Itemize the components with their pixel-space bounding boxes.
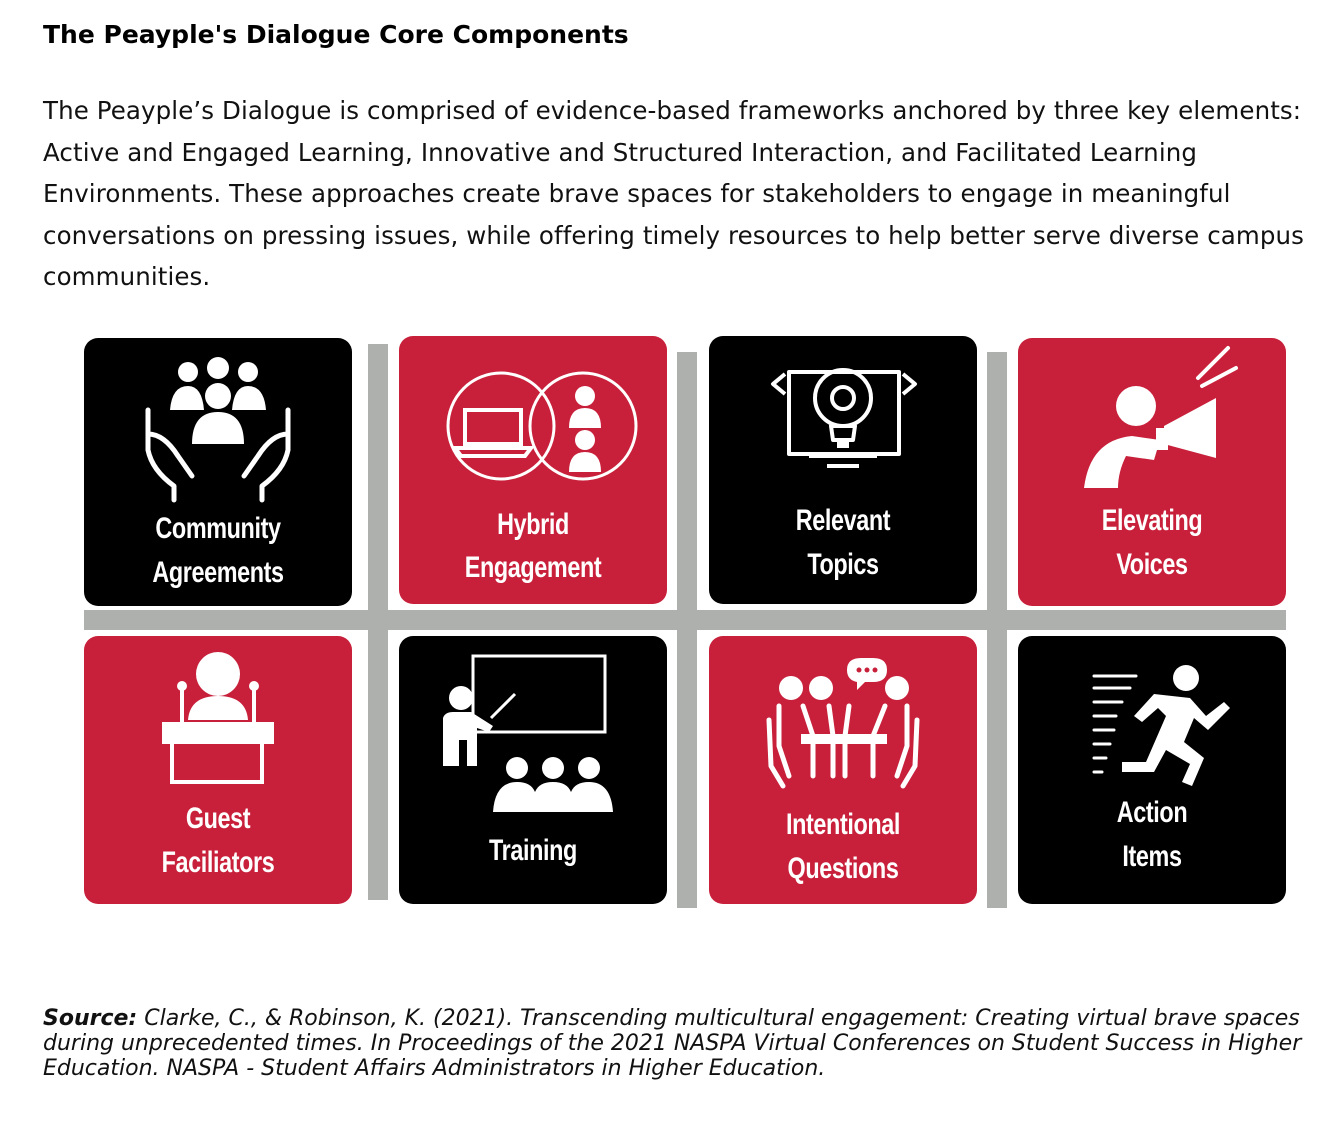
tile-hybrid-engagement	[399, 336, 667, 604]
tile-label-line2: Questions	[787, 852, 899, 885]
core-components-grid	[84, 336, 1286, 906]
tile-label-line1: Relevant	[795, 504, 891, 537]
meeting-table-icon	[709, 636, 977, 826]
vertical-divider	[987, 352, 1007, 908]
tile-label-line1: Guest	[185, 802, 251, 835]
source-label: Source:	[43, 1006, 138, 1031]
intro-paragraph: The Peayple’s Dialogue is comprised of evidence-based frameworks anchored by three key elements: Active and Engaged Learning, Innovative and Structured Interaction, and Facilitated Learning Environments. These approaches create brave spaces for stakeholders to engage in meaningful conversations on pressing issues, while offering timely resources to help better serve diverse campus communities.	[43, 96, 1304, 291]
page-heading: The Peayple's Dialogue Core Components	[43, 20, 629, 49]
tile-relevant-topics	[709, 336, 977, 604]
tile-label-line2: Agreements	[152, 556, 284, 589]
source-citation	[43, 1006, 1313, 1081]
teacher-board-icon	[399, 636, 667, 826]
tile-training	[399, 636, 667, 904]
tile-intentional-questions	[709, 636, 977, 904]
tile-community-agreements	[84, 338, 352, 606]
tile-elevating-voices	[1018, 338, 1286, 606]
tile-label-line2: Items	[1122, 840, 1182, 873]
tile-label-line2: Topics	[807, 548, 879, 581]
tile-label-line1: Elevating	[1101, 504, 1203, 537]
tile-action-items	[1018, 636, 1286, 904]
tile-label-line2: Voices	[1116, 548, 1188, 581]
tile-label-line1: Community	[155, 512, 281, 545]
community-hands-icon	[84, 338, 352, 528]
tile-label-line1: Training	[489, 834, 577, 867]
vertical-divider	[677, 352, 697, 908]
source-text: Clarke, C., & Robinson, K. (2021). Transcending multicultural engagement: Creating virtual brave spaces during unprecedented times. In Proceedings of the 2021 NASPA Virtual Conferences on Student Success in Higher Education. NASPA - Student Affairs Administrators in Higher Education.	[43, 1006, 1302, 1081]
tile-label-line2: Faciliators	[161, 846, 275, 879]
tile-label-line1: Intentional	[785, 808, 901, 841]
tile-guest-facilitators	[84, 636, 352, 904]
tile-label-line1: Action	[1116, 796, 1188, 829]
tile-label-line1: Hybrid	[497, 508, 569, 541]
hybrid-venn-icon	[399, 336, 667, 526]
vertical-divider	[368, 344, 388, 900]
tile-label-line2: Engagement	[464, 551, 602, 584]
